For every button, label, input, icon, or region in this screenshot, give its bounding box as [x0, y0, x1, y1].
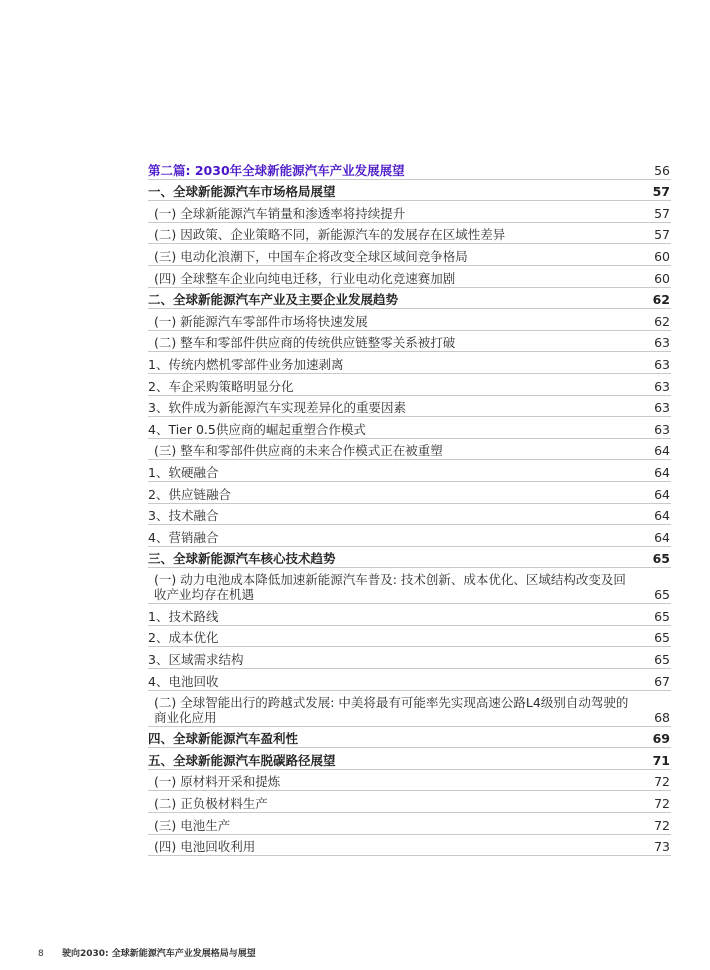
toc-entry-title: (二) 全球智能出行的跨越式发展: 中美将最有可能率先实现高速公路L4级别自动驾驶的商业化应用: [154, 694, 629, 725]
toc-entry-page: 73: [654, 839, 670, 855]
toc-entry-title: (三) 电动化浪潮下，中国车企将改变全球区域间竞争格局: [154, 248, 468, 264]
toc-entry[interactable]: [148, 568, 671, 604]
toc-entry-title: (二) 正负极材料生产: [154, 796, 268, 812]
toc-entry[interactable]: [148, 396, 671, 418]
toc-entry-page: 62: [654, 313, 670, 329]
toc-entry-title: 3、技术融合: [148, 508, 219, 524]
toc-entry[interactable]: [148, 266, 671, 288]
toc-entry-title: (一) 动力电池成本降低加速新能源汽车普及: 技术创新、成本优化、区域结构改变及回收产业均存在机遇: [154, 572, 626, 603]
toc-entry-title: 1、技术路线: [148, 608, 219, 624]
toc-entry-title: 4、电池回收: [148, 673, 219, 689]
toc-entry[interactable]: [148, 460, 671, 482]
toc-entry[interactable]: [148, 331, 671, 353]
toc-entry[interactable]: [148, 439, 671, 461]
toc-entry-page: 63: [654, 378, 670, 394]
toc-entry-title: 1、软硬融合: [148, 464, 219, 480]
toc-entry-page: 72: [654, 774, 670, 790]
toc-entry-page: 57: [652, 184, 670, 200]
table-of-contents: [148, 158, 671, 856]
toc-entry-page: 60: [654, 248, 670, 264]
toc-entry-page: 63: [654, 400, 670, 416]
toc-entry[interactable]: [148, 374, 671, 396]
toc-entry-page: 65: [654, 652, 670, 668]
toc-entry-page: 62: [652, 292, 670, 308]
toc-entry-page: 57: [654, 227, 670, 243]
toc-entry[interactable]: [148, 201, 671, 223]
page-footer: [38, 946, 256, 959]
toc-entry[interactable]: [148, 691, 671, 727]
toc-entry[interactable]: [148, 309, 671, 331]
toc-entry[interactable]: [148, 525, 671, 547]
toc-entry[interactable]: [148, 604, 671, 626]
toc-entry-title: (一) 全球新能源汽车销量和渗透率将持续提升: [154, 205, 406, 221]
toc-entry-page: 72: [654, 817, 670, 833]
toc-entry[interactable]: [148, 482, 671, 504]
toc-entry-title: (四) 电池回收利用: [154, 839, 256, 855]
toc-entry-title: 二、全球新能源汽车产业及主要企业发展趋势: [148, 292, 399, 308]
toc-entry[interactable]: [148, 647, 671, 669]
toc-entry-page: 65: [652, 551, 670, 567]
toc-entry-page: 68: [654, 709, 670, 725]
toc-entry[interactable]: [148, 504, 671, 526]
toc-entry-page: 65: [654, 587, 670, 603]
toc-entry-title: 2、成本优化: [148, 630, 219, 646]
toc-entry[interactable]: [148, 180, 671, 202]
toc-entry-page: 60: [654, 270, 670, 286]
toc-entry-page: 64: [654, 464, 670, 480]
toc-entry-title: 4、营销融合: [148, 529, 219, 545]
toc-entry-page: 65: [654, 630, 670, 646]
toc-entry[interactable]: [148, 626, 671, 648]
toc-entry-page: 64: [654, 529, 670, 545]
toc-entry-title: 三、全球新能源汽车核心技术趋势: [148, 551, 336, 567]
toc-entry[interactable]: [148, 813, 671, 835]
toc-entry-page: 63: [654, 335, 670, 351]
toc-entry-page: 56: [654, 162, 670, 178]
toc-entry[interactable]: [148, 669, 671, 691]
toc-entry-title: 2、供应链融合: [148, 486, 231, 502]
toc-entry-title: 一、全球新能源汽车市场格局展望: [148, 184, 336, 200]
toc-entry-title: (二) 整车和零部件供应商的传统供应链整零关系被打破: [154, 335, 456, 351]
footer-page-number: 8: [38, 949, 44, 959]
toc-entry-page: 67: [654, 673, 670, 689]
toc-entry-page: 64: [654, 508, 670, 524]
toc-entry-page: 64: [654, 443, 670, 459]
toc-entry-page: 57: [654, 205, 670, 221]
toc-entry-page: 69: [652, 731, 670, 747]
toc-entry-title: (四) 全球整车企业向纯电迁移，行业电动化竞速赛加剧: [154, 270, 456, 286]
toc-entry-page: 63: [654, 421, 670, 437]
toc-entry-title: 2、车企采购策略明显分化: [148, 378, 294, 394]
toc-entry-title: 1、传统内燃机零部件业务加速剥离: [148, 356, 344, 372]
toc-entry-page: 64: [654, 486, 670, 502]
toc-entry[interactable]: [148, 748, 671, 770]
toc-entry[interactable]: [148, 417, 671, 439]
toc-entry-title: (三) 电池生产: [154, 817, 231, 833]
toc-entry[interactable]: [148, 244, 671, 266]
toc-entry-title: 四、全球新能源汽车盈利性: [148, 731, 299, 747]
toc-entry[interactable]: [148, 288, 671, 310]
toc-entry-title: 3、软件成为新能源汽车实现差异化的重要因素: [148, 400, 406, 416]
toc-entry-title: (三) 整车和零部件供应商的未来合作模式正在被重塑: [154, 443, 443, 459]
toc-entry-title: (二) 因政策、企业策略不同，新能源汽车的发展存在区域性差异: [154, 227, 506, 243]
toc-entry-page: 71: [652, 752, 670, 768]
toc-entry[interactable]: [148, 547, 671, 569]
toc-entry-title: (一) 原材料开采和提炼: [154, 774, 281, 790]
toc-entry-page: 65: [654, 608, 670, 624]
toc-entry-title: 4、Tier 0.5供应商的崛起重塑合作模式: [148, 421, 366, 437]
toc-entry-title: 五、全球新能源汽车脱碳路径展望: [148, 752, 336, 768]
footer-title: 驶向2030: 全球新能源汽车产业发展格局与展望: [62, 949, 256, 959]
toc-entry[interactable]: [148, 835, 671, 857]
toc-entry[interactable]: [148, 791, 671, 813]
toc-entry-page: 72: [654, 796, 670, 812]
toc-entry[interactable]: [148, 770, 671, 792]
toc-entry-title: (一) 新能源汽车零部件市场将快速发展: [154, 313, 368, 329]
toc-entry-title: 3、区域需求结构: [148, 652, 244, 668]
toc-entry-title: 第二篇: 2030年全球新能源汽车产业发展展望: [148, 162, 405, 178]
toc-entry-page: 63: [654, 356, 670, 372]
toc-entry[interactable]: [148, 352, 671, 374]
toc-entry[interactable]: [148, 158, 671, 180]
toc-entry[interactable]: [148, 223, 671, 245]
toc-entry[interactable]: [148, 727, 671, 749]
